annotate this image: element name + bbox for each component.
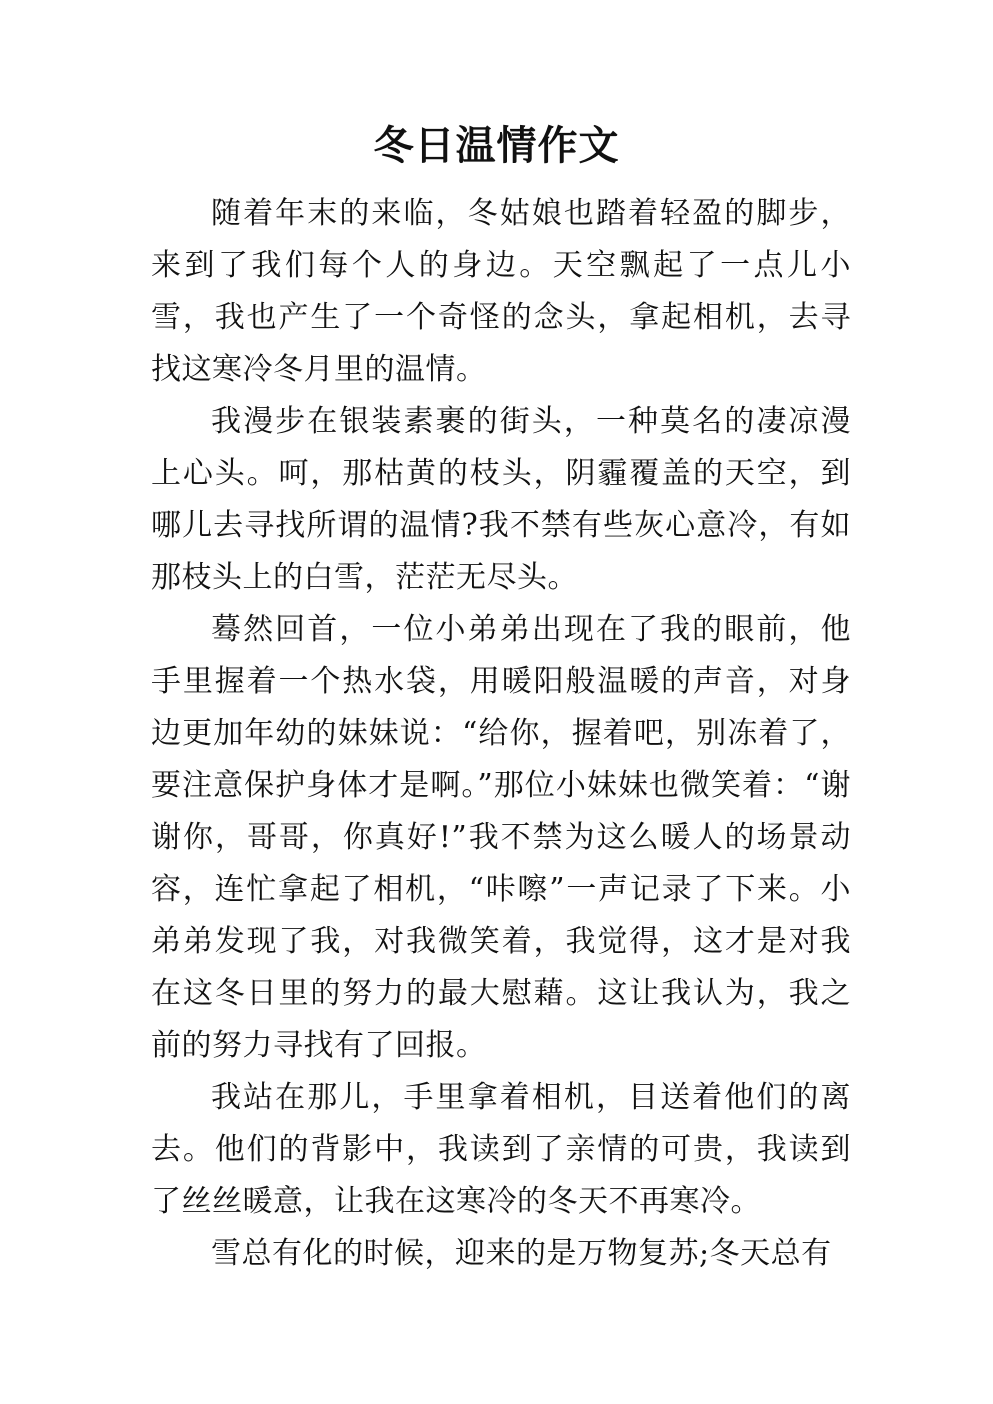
document-body — [151, 188, 851, 1280]
paragraph-1: 随着年末的来临，冬姑娘也踏着轻盈的脚步，来到了我们每个人的身边。天空飘起了一点儿小雪，我也产生了一个奇怪的念头，拿起相机，去寻找这寒冷冬月里的温情。 — [151, 196, 851, 387]
paragraph-3: 蓦然回首，一位小弟弟出现在了我的眼前，他手里握着一个热水袋，用暖阳般温暖的声音，对身边更加年幼的妹妹说：“给你，握着吧，别冻着了，要注意保护身体才是啊。”那位小妹妹也微笑着：“谢谢你，哥哥，你真好!”我不禁为这么暖人的场景动容，连忙拿起了相机，“咔嚓”一声记录了下来。小弟弟发现了我，对我微笑着，我觉得，这才是对我在这冬日里的努力的最大慰藉。这让我认为，我之前的努力寻找有了回报。 — [151, 612, 851, 1063]
paragraph-4: 我站在那儿，手里拿着相机，目送着他们的离去。他们的背影中，我读到了亲情的可贵，我读到了丝丝暖意，让我在这寒冷的冬天不再寒冷。 — [151, 1080, 851, 1219]
paragraph-2: 我漫步在银装素裹的街头，一种莫名的凄凉漫上心头。呵，那枯黄的枝头，阴霾覆盖的天空，到哪儿去寻找所谓的温情?我不禁有些灰心意冷，有如那枝头上的白雪，茫茫无尽头。 — [151, 404, 851, 595]
paragraph-5: 雪总有化的时候，迎来的是万物复苏;冬天总有 — [211, 1236, 832, 1271]
document-title: 冬日温情作文 — [373, 123, 620, 169]
